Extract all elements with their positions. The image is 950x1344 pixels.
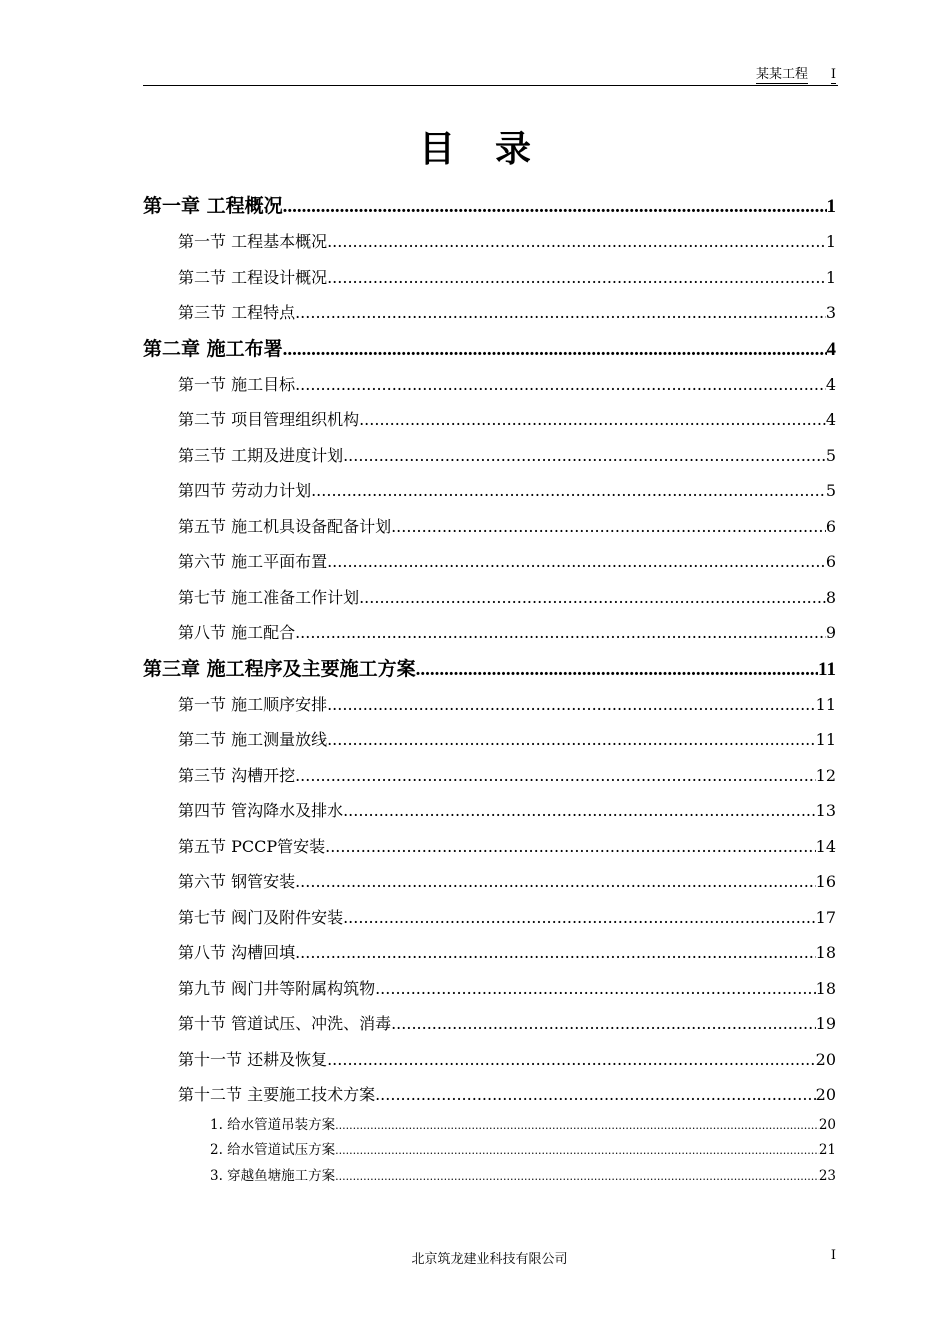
toc-entry-label: 第一章 工程概况	[143, 195, 283, 217]
toc-entry-page: 20	[815, 1049, 836, 1069]
toc-entry-chapter[interactable]	[143, 651, 836, 687]
toc-entry-page: 9	[825, 623, 836, 642]
toc-entry-section[interactable]	[143, 544, 836, 580]
toc-entry-label: 3. 穿越鱼塘施工方案	[210, 1167, 336, 1184]
toc-entry-section[interactable]	[143, 1042, 836, 1078]
toc-entry-page: 4	[825, 410, 836, 429]
table-of-contents	[143, 188, 836, 1189]
toc-entry-page: 3	[825, 303, 836, 322]
toc-dot-leader	[295, 935, 816, 971]
toc-dot-leader	[416, 652, 818, 688]
toc-entry-label: 第三节 工程特点	[178, 303, 296, 322]
toc-entry-label: 第四节 管沟降水及排水	[178, 801, 344, 820]
toc-entry-page: 20	[818, 1116, 836, 1133]
toc-dot-leader	[391, 1006, 816, 1042]
toc-entry-page: 4	[825, 374, 836, 394]
header-page-number: I	[830, 67, 836, 82]
toc-entry-page: 16	[815, 872, 836, 891]
toc-entry-page: 1	[825, 232, 836, 251]
toc-entry-page: 1	[826, 196, 836, 217]
toc-entry-label: 第十二节 主要施工技术方案	[178, 1085, 376, 1104]
toc-entry-label: 第一节 施工顺序安排	[178, 694, 328, 714]
toc-entry-sub[interactable]	[143, 1113, 836, 1139]
toc-dot-leader	[327, 687, 816, 723]
toc-dot-leader	[283, 332, 827, 368]
toc-dot-leader	[335, 1164, 819, 1190]
toc-entry-page: 1	[825, 267, 836, 287]
toc-entry-section[interactable]	[143, 1077, 836, 1113]
toc-entry-section[interactable]	[143, 615, 836, 651]
toc-dot-leader	[327, 1042, 816, 1078]
toc-dot-leader	[295, 615, 826, 651]
toc-dot-leader	[325, 829, 816, 865]
toc-entry-label: 第一节 工程基本概况	[178, 232, 328, 251]
toc-entry-section[interactable]	[143, 829, 836, 865]
toc-entry-page: 11	[815, 694, 836, 714]
toc-entry-page: 17	[815, 907, 836, 927]
toc-entry-label: 第十节 管道试压、冲洗、消毒	[178, 1014, 392, 1033]
toc-entry-section[interactable]	[143, 793, 836, 829]
toc-entry-label: 2. 给水管道试压方案	[210, 1142, 336, 1158]
toc-entry-page: 8	[825, 587, 836, 607]
toc-entry-section[interactable]	[143, 295, 836, 331]
toc-entry-label: 第二节 项目管理组织机构	[178, 410, 360, 429]
toc-entry-page: 18	[815, 943, 836, 962]
toc-entry-section[interactable]	[143, 509, 836, 545]
toc-dot-leader	[327, 722, 816, 758]
toc-entry-section[interactable]	[143, 900, 836, 936]
toc-entry-label: 第三节 沟槽开挖	[178, 765, 296, 785]
toc-dot-leader	[343, 900, 816, 936]
toc-entry-section[interactable]	[143, 864, 836, 900]
toc-entry-page: 5	[825, 481, 836, 500]
toc-entry-chapter[interactable]	[143, 188, 836, 224]
toc-entry-page: 13	[815, 801, 836, 820]
toc-entry-label: 第五节 施工机具设备配备计划	[178, 516, 392, 536]
toc-dot-leader	[295, 758, 816, 794]
toc-entry-chapter[interactable]	[143, 331, 836, 367]
toc-entry-sub[interactable]	[143, 1138, 836, 1164]
toc-title: 目录	[418, 129, 571, 170]
toc-dot-leader	[391, 509, 826, 545]
toc-dot-leader	[359, 580, 826, 616]
toc-entry-label: 第三章 施工程序及主要施工方案	[143, 657, 416, 680]
toc-entry-page: 11	[818, 658, 836, 680]
toc-entry-label: 1. 给水管道吊装方案	[210, 1116, 336, 1133]
toc-entry-label: 第一节 施工目标	[178, 374, 296, 394]
toc-entry-section[interactable]	[143, 260, 836, 296]
toc-dot-leader	[335, 1113, 819, 1139]
toc-entry-label: 第七节 阀门及附件安装	[178, 907, 344, 927]
toc-entry-page: 5	[825, 445, 836, 465]
toc-entry-label: 第七节 施工准备工作计划	[178, 587, 360, 607]
toc-entry-page: 6	[825, 552, 836, 571]
page-header	[143, 66, 838, 86]
toc-entry-section[interactable]	[143, 971, 836, 1007]
toc-dot-leader	[295, 367, 826, 403]
toc-entry-sub[interactable]	[143, 1164, 836, 1190]
toc-dot-leader	[327, 224, 826, 260]
toc-entry-section[interactable]	[143, 687, 836, 723]
toc-entry-section[interactable]	[143, 402, 836, 438]
toc-dot-leader	[327, 260, 826, 296]
toc-entry-label: 第四节 劳动力计划	[178, 481, 312, 500]
toc-entry-section[interactable]	[143, 758, 836, 794]
toc-entry-page: 21	[818, 1142, 836, 1158]
toc-entry-label: 第二节 施工测量放线	[178, 730, 328, 749]
footer-page-number: I	[830, 1248, 836, 1263]
toc-entry-label: 第六节 钢管安装	[178, 872, 296, 891]
toc-entry-label: 第八节 沟槽回填	[178, 943, 296, 962]
toc-entry-page: 18	[815, 978, 836, 998]
toc-dot-leader	[375, 1077, 816, 1113]
toc-dot-leader	[295, 864, 816, 900]
toc-entry-section[interactable]	[143, 367, 836, 403]
toc-entry-label: 第八节 施工配合	[178, 623, 296, 642]
toc-entry-page: 12	[815, 765, 836, 785]
toc-entry-page: 11	[815, 730, 836, 749]
toc-entry-section[interactable]	[143, 935, 836, 971]
toc-entry-section[interactable]	[143, 224, 836, 260]
toc-entry-page: 19	[815, 1014, 836, 1033]
toc-entry-section[interactable]	[143, 438, 836, 474]
toc-entry-section[interactable]	[143, 580, 836, 616]
toc-entry-page: 4	[826, 338, 836, 360]
toc-entry-section[interactable]	[143, 1006, 836, 1042]
toc-entry-label: 第六节 施工平面布置	[178, 552, 328, 571]
toc-dot-leader	[327, 544, 826, 580]
footer-company: 北京筑龙建业科技有限公司	[411, 1252, 568, 1267]
toc-entry-label: 第二节 工程设计概况	[178, 267, 328, 287]
toc-entry-label: 第九节 阀门井等附属构筑物	[178, 978, 376, 998]
toc-dot-leader	[343, 438, 826, 474]
toc-entry-label: 第五节 PCCP管安装	[178, 836, 326, 856]
toc-entry-page: 23	[818, 1167, 836, 1184]
toc-dot-leader	[311, 473, 826, 509]
toc-entry-section[interactable]	[143, 473, 836, 509]
toc-entry-page: 14	[815, 836, 836, 856]
toc-entry-label: 第二章 施工布署	[143, 337, 283, 360]
toc-dot-leader	[343, 793, 816, 829]
toc-entry-label: 第十一节 还耕及恢复	[178, 1049, 328, 1069]
toc-entry-page: 6	[825, 516, 836, 536]
toc-dot-leader	[375, 971, 816, 1007]
toc-entry-page: 20	[815, 1085, 836, 1104]
toc-dot-leader	[335, 1138, 819, 1164]
toc-dot-leader	[283, 189, 827, 225]
toc-entry-label: 第三节 工期及进度计划	[178, 445, 344, 465]
toc-dot-leader	[359, 402, 826, 438]
header-project-name: 某某工程	[755, 67, 808, 82]
toc-dot-leader	[295, 295, 826, 331]
toc-entry-section[interactable]	[143, 722, 836, 758]
